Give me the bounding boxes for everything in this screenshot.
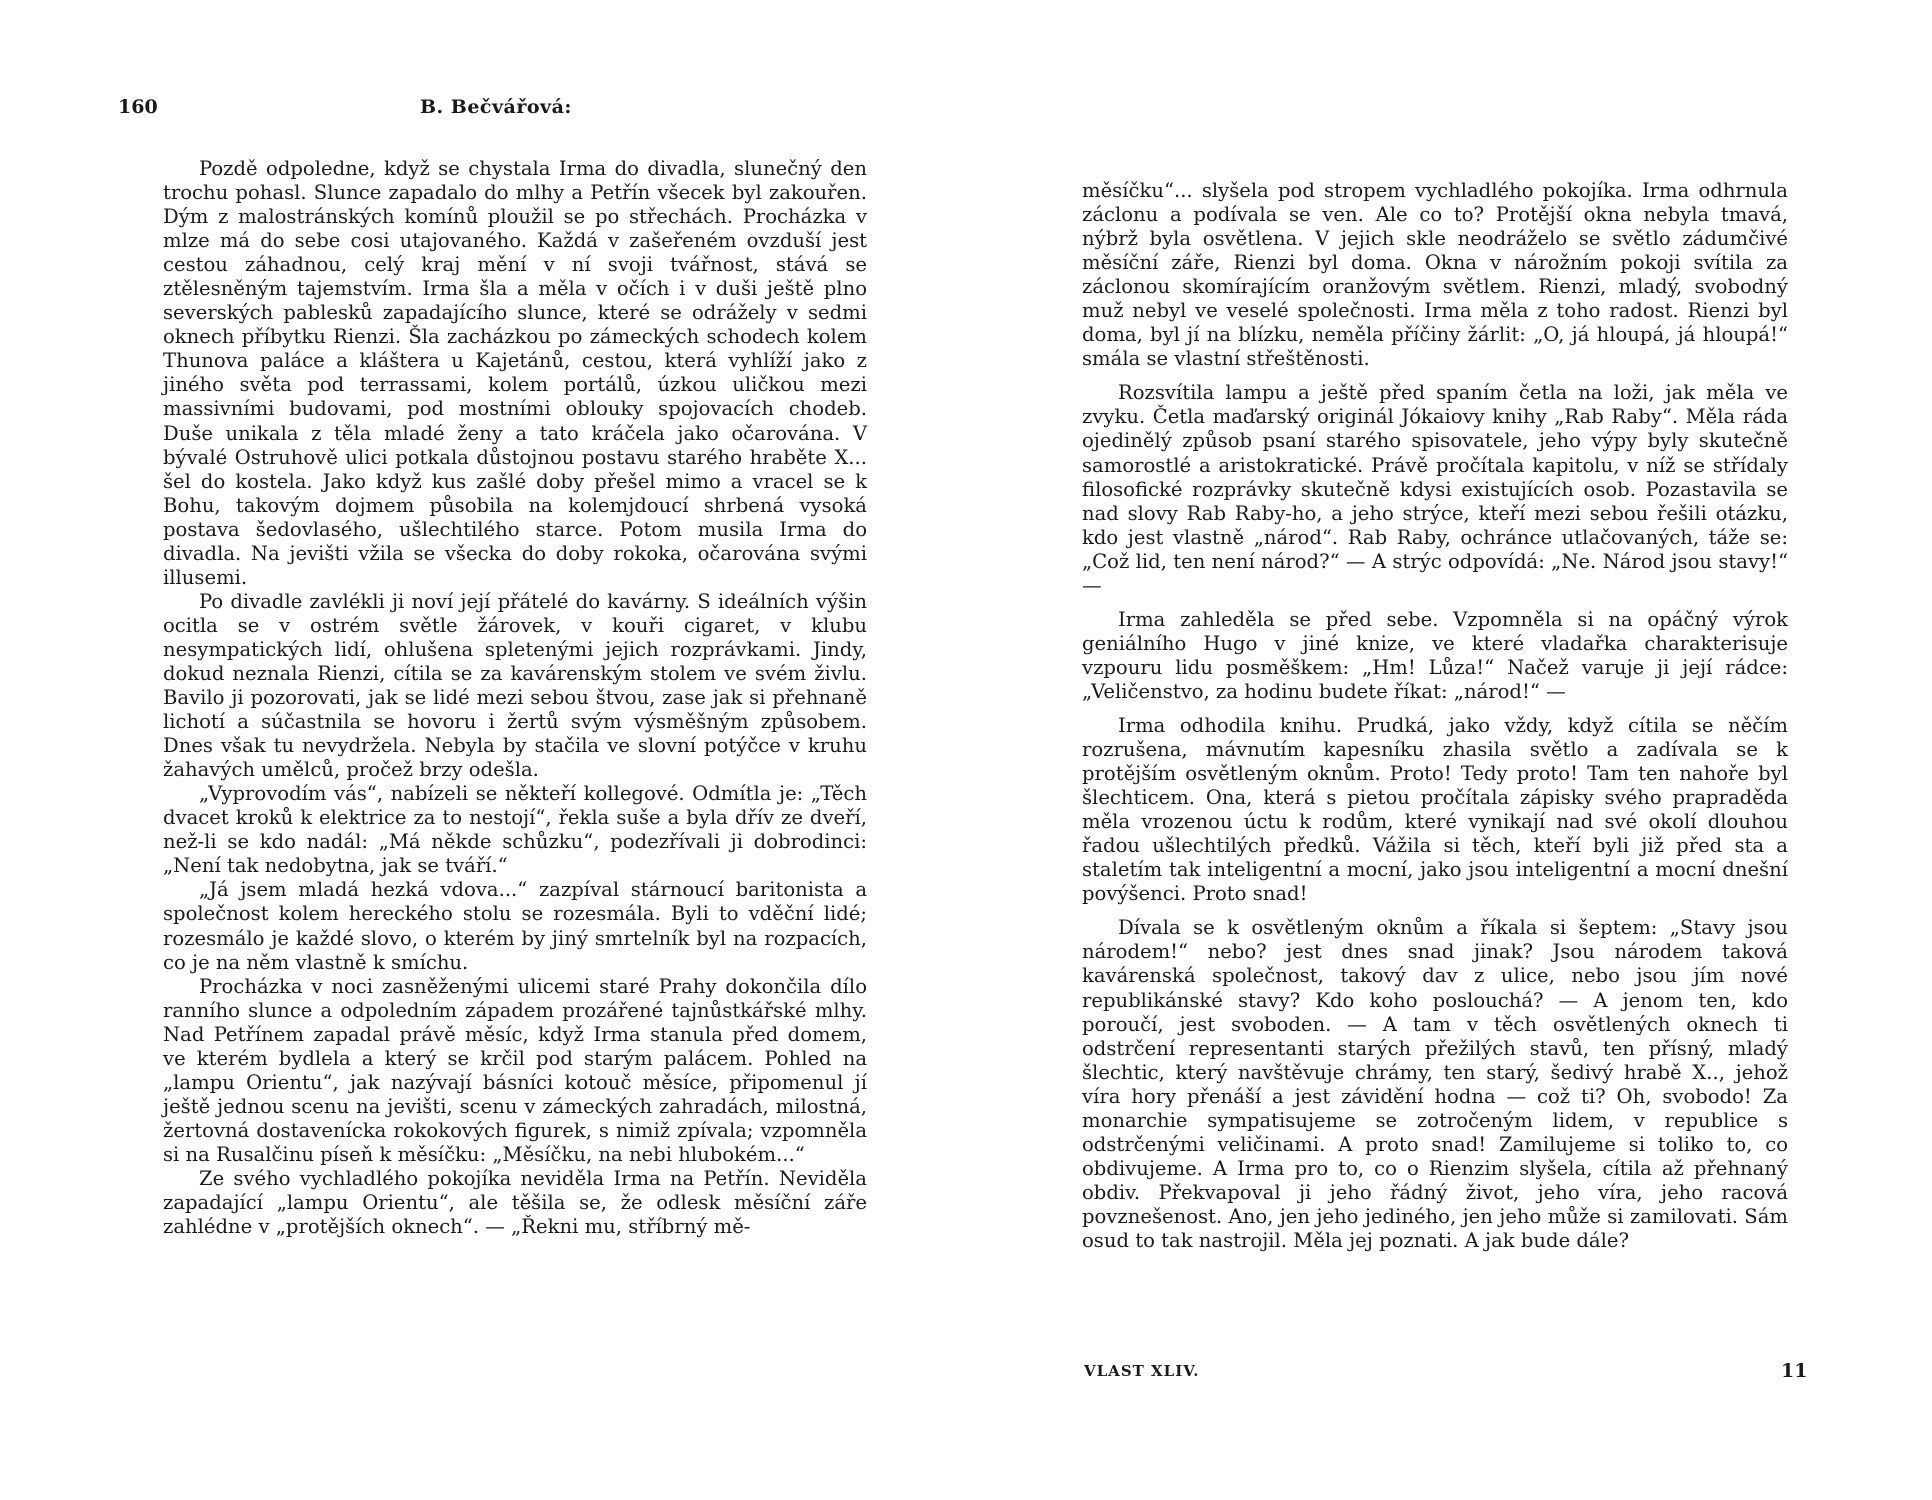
paragraph: Procházka v noci zasněženými ulicemi staré Prahy dokončila dílo ranního slunce a odpoledním západem prozářené tajnůstkářské mlhy. Nad Petřínem zapadal právě měsíc, když Irma stanula před domem, ve kterém bydlela a který se krčil pod starým palácem. Pohled na „lampu Orientu“, jak nazývají básníci kotouč měsíce, připomenul jí ještě jednou scenu na jevišti, scenu v zámeckých zahradách, milostná, žertovná dostavenícka rokokových figurek, s nimiž zpívala; vzpomněla si na Rusalčinu píseň k měsíčku: „Měsíčku, na nebi hlubokém...“ bbox=[163, 974, 867, 1166]
paragraph: „Já jsem mladá hezká vdova...“ zazpíval stárnoucí baritonista a společnost kolem hereckého stolu se rozesmála. Byli to vděční lidé; rozesmálo je každé slovo, o kterém by jiný smrtelník byl na rozpacích, co je na něm vlastně k smíchu. bbox=[163, 878, 867, 974]
paragraph: Ze svého vychladlého pokojíka neviděla Irma na Petřín. Neviděla zapadající „lampu Orientu“, ale těšila se, že odlesk měsíční záře zahlédne v „protějších oknech“. — „Řekni mu, stříbrný mě- bbox=[163, 1166, 867, 1239]
right-text-column bbox=[1082, 179, 1788, 1253]
paragraph: měsíčku“... slyšela pod stropem vychladlého pokojíka. Irma odhrnula záclonu a podívala se ven. Ale co to? Protější okna nebyla tmavá, nýbrž byla osvětlena. V jejich skle neodráželo se světlo zádumčivé měsíční záře, Rienzi byl doma. Okna v nárožním pokoji svítila za záclonou skomírajícím oranžovým světlem. Rienzi, mladý, svobodný muž nebyl ve veselé společnosti. Irma měla z toho radost. Rienzi byl doma, byl jí na blízku, neměla příčiny žárlit: „O, já hloupá, já hloupá!“ smála se vlastní střeštěnosti. bbox=[1082, 179, 1788, 371]
right-page bbox=[966, 0, 1932, 1500]
paragraph: Rozsvítila lampu a ještě před spaním četla na loži, jak měla ve zvyku. Četla maďarský originál Jókaiovy knihy „Rab Raby“. Měla ráda ojedinělý způsob psaní starého spisovatele, jeho výpy byly skutečně samorostlé a aristokratické. Právě pročítala kapitolu, v níž se střídaly filosofické rozprávky skutečně kdysi existujících osob. Pozastavila se nad slovy Rab Raby-ho, a jeho strýce, kteří mezi sebou řešili otázku, kdo jest vlastně „národ“. Rab Raby, ochránce utlačovaných, táže se: „Což lid, ten není národ?“ — A strýc odpovídá: „Ne. Národ jsou stavy!“ — bbox=[1082, 381, 1788, 597]
paragraph: Irma odhodila knihu. Prudká, jako vždy, když cítila se něčím rozrušena, mávnutím kapesníku zhasila světlo a zadívala se k protějším osvětleným oknům. Proto! Tedy proto! Tam ten nahoře byl šlechticem. Ona, která s pietou pročítala zápisky svého prapraděda měla vrozenou úctu k rodům, které vynikají nad své okolí dlouhou řadou ušlechtilých předků. Vážila si těch, kteří byli již před sta a staletím tak inteligentní a mocní, jako jsou inteligentní a mocní dnešní povýšenci. Proto snad! bbox=[1082, 713, 1788, 906]
printer-signature: VLAST XLIV. bbox=[1084, 1362, 1200, 1380]
paragraph: Irma zahleděla se před sebe. Vzpomněla si na opáčný výrok geniálního Hugo v jiné knize, ve které vladařka charakterisuje vzpouru lidu posměškem: „Hm! Lůza!“ Načež varuje ji její rádce: „Veličenstvo, za hodinu budete říkat: „národ!“ — bbox=[1082, 607, 1788, 703]
paragraph: Dívala se k osvětleným oknům a říkala si šeptem: „Stavy jsou národem!“ nebo? jest dnes snad jinak? Jsou národem taková kavárenská společnost, takový dav z ulice, nebo jsou jím nové republikánské stavy? Kdo koho poslouchá? — A jenom ten, kdo poroučí, jest svoboden. — A tam v těch osvětlených oknech ti odstrčení representanti starých přežilých stavů, ten přísný, mladý šlechtic, který navštěvuje chrámy, ten starý, šedivý hrabě X.., jehož víra hory přenáší a jest závidění hodna — což ti? Oh, svobodo! Za monarchie sympatisujeme se zotročeným lidem, v republice s odstrčenými veličinami. A proto snad! Zamilujeme si toliko to, co obdivujeme. A Irma pro to, co o Rienzim slyšela, cítila až přehnaný obdiv. Překvapoval ji jeho řádný život, jeho víra, jeho racová povznešenost. Ano, jen jeho jediného, jen jeho může si zamilovati. Sám osud to tak nastrojil. Měla jej poznati. A jak bude dále? bbox=[1082, 916, 1788, 1252]
page-number: 160 bbox=[118, 96, 158, 118]
sheet-number: 11 bbox=[1781, 1360, 1808, 1382]
paragraph: „Vyprovodím vás“, nabízeli se někteří kollegové. Odmítla je: „Těch dvacet kroků k elektrice za to nestojí“, řekla suše a byla dřív ze dveří, než-li se kdo nadál: „Má někde schůzku“, podezřívali ji dobrodinci: „Není tak nedobytna, jak se tváří.“ bbox=[163, 782, 867, 878]
left-text-column bbox=[163, 157, 867, 1239]
running-head: B. Bečvářová: bbox=[420, 96, 572, 118]
paragraph: Po divadle zavlékli ji noví její přátelé do kavárny. S ideálních výšin ocitla se v ostrém světle žárovek, v kouři cigaret, v klubu nesympatických lidí, ohlušena spletenými jejich rozprávkami. Jindy, dokud neznala Rienzi, cítila se za kavárenským stolem ve svém živlu. Bavilo ji pozorovati, jak se lidé mezi sebou štvou, zase jak si přehnaně lichotí a súčastnila se hovoru i žertů svým výsměšným způsobem. Dnes však tu nevydržela. Nebyla by stačila ve slovní potýčce v kruhu žahavých umělců, pročež brzy odešla. bbox=[163, 589, 867, 782]
paragraph: Pozdě odpoledne, když se chystala Irma do divadla, slunečný den trochu pohasl. Slunce zapadalo do mlhy a Petřín všecek byl zakouřen. Dým z malostránských komínů ploužil se po střechách. Procházka v mlze má do sebe cosi utajovaného. Každá v zašeřeném ovzduší jest cestou záhadnou, celý kraj mění v ní svoji tvářnost, stává se ztělesněným tajemstvím. Irma šla a měla v očích i v duši ještě plno severských pablesků zapadajícího slunce, které se odrážely v sedmi oknech příbytku Rienzi. Šla zacházkou po zámeckých schodech kolem Thunova paláce a kláštera u Kajetánů, cestou, která vyhlíží jako z jiného světa pod terrassami, kolem portálů, úzkou uličkou mezi massivními budovami, pod mostními oblouky spojovacích chodeb. Duše unikala z těla mladé ženy a tato kráčela jako očarována. V bývalé Ostruhově ulici potkala důstojnou postavu starého hraběte X... šel do kostela. Jako když kus zašlé doby přešel mimo a vracel se k Bohu, takovým dojmem působila na kolemjdoucí shrbená vysoká postava šedovlasého, ušlechtilého starce. Potom musila Irma do divadla. Na jevišti vžila se všecka do doby rokoka, očarována svými illusemi. bbox=[163, 157, 867, 589]
